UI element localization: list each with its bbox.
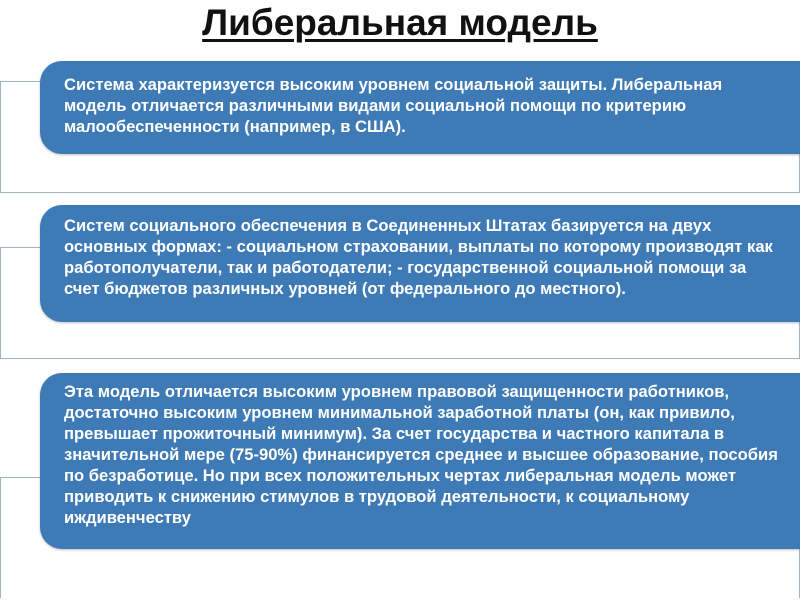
text-block-1: Cистема характеризуется высоким уровнем социальной защиты. Либеральная модель отличается различными видами социальной помощи по критерию малообеспеченности (например, в США). — [40, 61, 800, 154]
text-block-2: Систем социального обеспечения в Соединенных Штатах базируется на двух основных формах: - социальном страховании, выплаты по которому производят как работополучатели, так и работодатели; - государственной социальной помощи за счет бюджетов различных уровней (от федерального до местного). — [40, 205, 800, 322]
text-block-3: Эта модель отличается высоким уровнем правовой защищенности работников, достаточно высоким уровнем минимальной заработной платы (он, как привило, превышает прожиточный минимум). За счет государства и частного капитала в значительной мере (75-90%) финансируется среднее и высшее образование, пособия по безработице. Но при всех положительных чертах либеральная модель может приводить к снижению стимулов в трудовой деятельности, к социальному иждивенчеству — [40, 373, 800, 549]
slide-title: Либеральная модель — [202, 2, 598, 43]
